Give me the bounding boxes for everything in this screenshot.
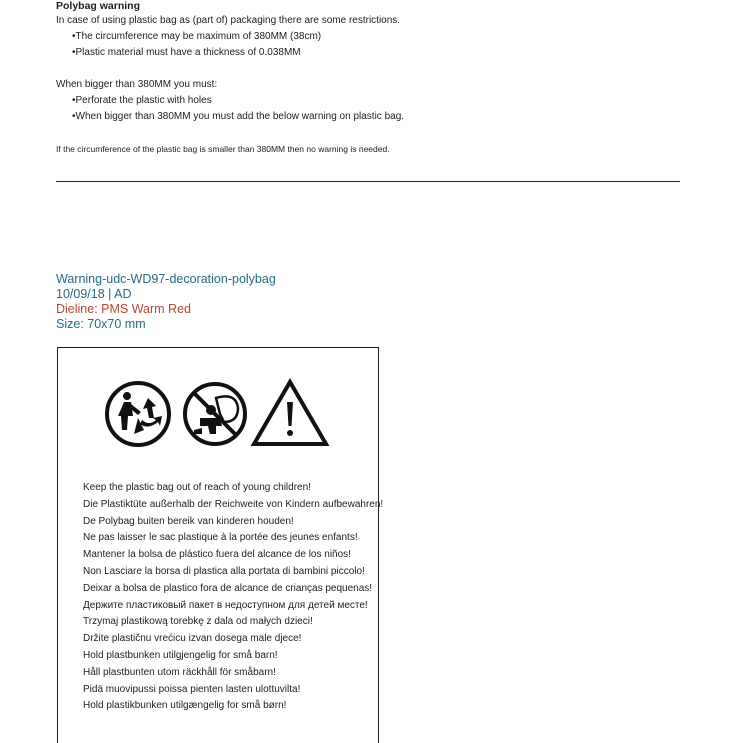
note-text: If the circumference of the plastic bag is smaller than 380MM then no warning is needed. xyxy=(56,144,390,154)
horizontal-divider xyxy=(56,181,680,182)
warning-line: Mantener la bolsa de plástico fuera del alcance de los niños! xyxy=(83,549,351,561)
warning-icons xyxy=(104,378,334,450)
multilingual-warnings xyxy=(83,480,383,715)
warning-line: Hold plastikbunken utilgængelig for små børn! xyxy=(83,700,287,712)
dieline-label: Dieline: PMS Warm Red xyxy=(56,302,191,316)
warning-line: Deixar a bolsa de plastico fora de alcance de crianças pequenas! xyxy=(83,582,373,594)
warning-line: Pidä muovipussi poissa pienten lasten ulottuvilta! xyxy=(83,683,301,695)
warning-line: Trzymaj plastikową torebkę z dala od małych dzieci! xyxy=(83,616,313,628)
warning-line: Håll plastbunten utom räckhåll för småbarn! xyxy=(83,666,276,678)
warning-triangle-icon xyxy=(254,382,326,444)
list-item: • The circumference may be maximum of 380MM (38cm) xyxy=(72,29,696,45)
list-item: • Plastic material must have a thickness of 0.038MM xyxy=(72,45,696,61)
warning-artwork-panel xyxy=(57,347,384,743)
warning-line: Ne pas laisser le sac plastique à la portée des jeunes enfants! xyxy=(83,532,358,544)
requirements-list xyxy=(56,93,696,125)
restrictions-list xyxy=(56,29,696,61)
list-item: • Perforate the plastic with holes xyxy=(72,93,696,109)
warning-line: De Polybag buiten bereik van kinderen houden! xyxy=(83,515,294,527)
recycle-tidyman-icon xyxy=(107,383,169,445)
condition-text: When bigger than 380MM you must: xyxy=(56,79,218,90)
warning-line: Hold plastbunken utilgjengelig for små barn! xyxy=(83,649,278,661)
warning-line: Держите пластиковый пакет в недоступном для детей месте! xyxy=(83,599,368,611)
intro-text: In case of using plastic bag as (part of) packaging there are some restrictions. xyxy=(56,15,401,26)
section-heading: Polybag warning xyxy=(56,0,141,12)
warning-line: Non Lasciare la borsa di plastica alla portata di bambini piccolo! xyxy=(83,565,365,577)
warning-line: Keep the plastic bag out of reach of young children! xyxy=(83,482,311,493)
list-item: • When bigger than 380MM you must add the below warning on plastic bag. xyxy=(72,109,696,125)
polybag-instructions xyxy=(56,0,696,157)
warning-line: Držite plastičnu vrećicu izvan dosega male djece! xyxy=(83,633,302,645)
artwork-title: Warning-udc-WD97-decoration-polybag xyxy=(56,272,276,286)
artwork-meta xyxy=(56,272,276,332)
no-child-suffocation-icon xyxy=(185,384,245,444)
artwork-date: 10/09/18 | AD xyxy=(56,287,132,301)
warning-line: Die Plastiktüte außerhalb der Reichweite von Kindern aufbewahren! xyxy=(83,498,384,510)
size-label: Size: 70x70 mm xyxy=(56,317,146,331)
